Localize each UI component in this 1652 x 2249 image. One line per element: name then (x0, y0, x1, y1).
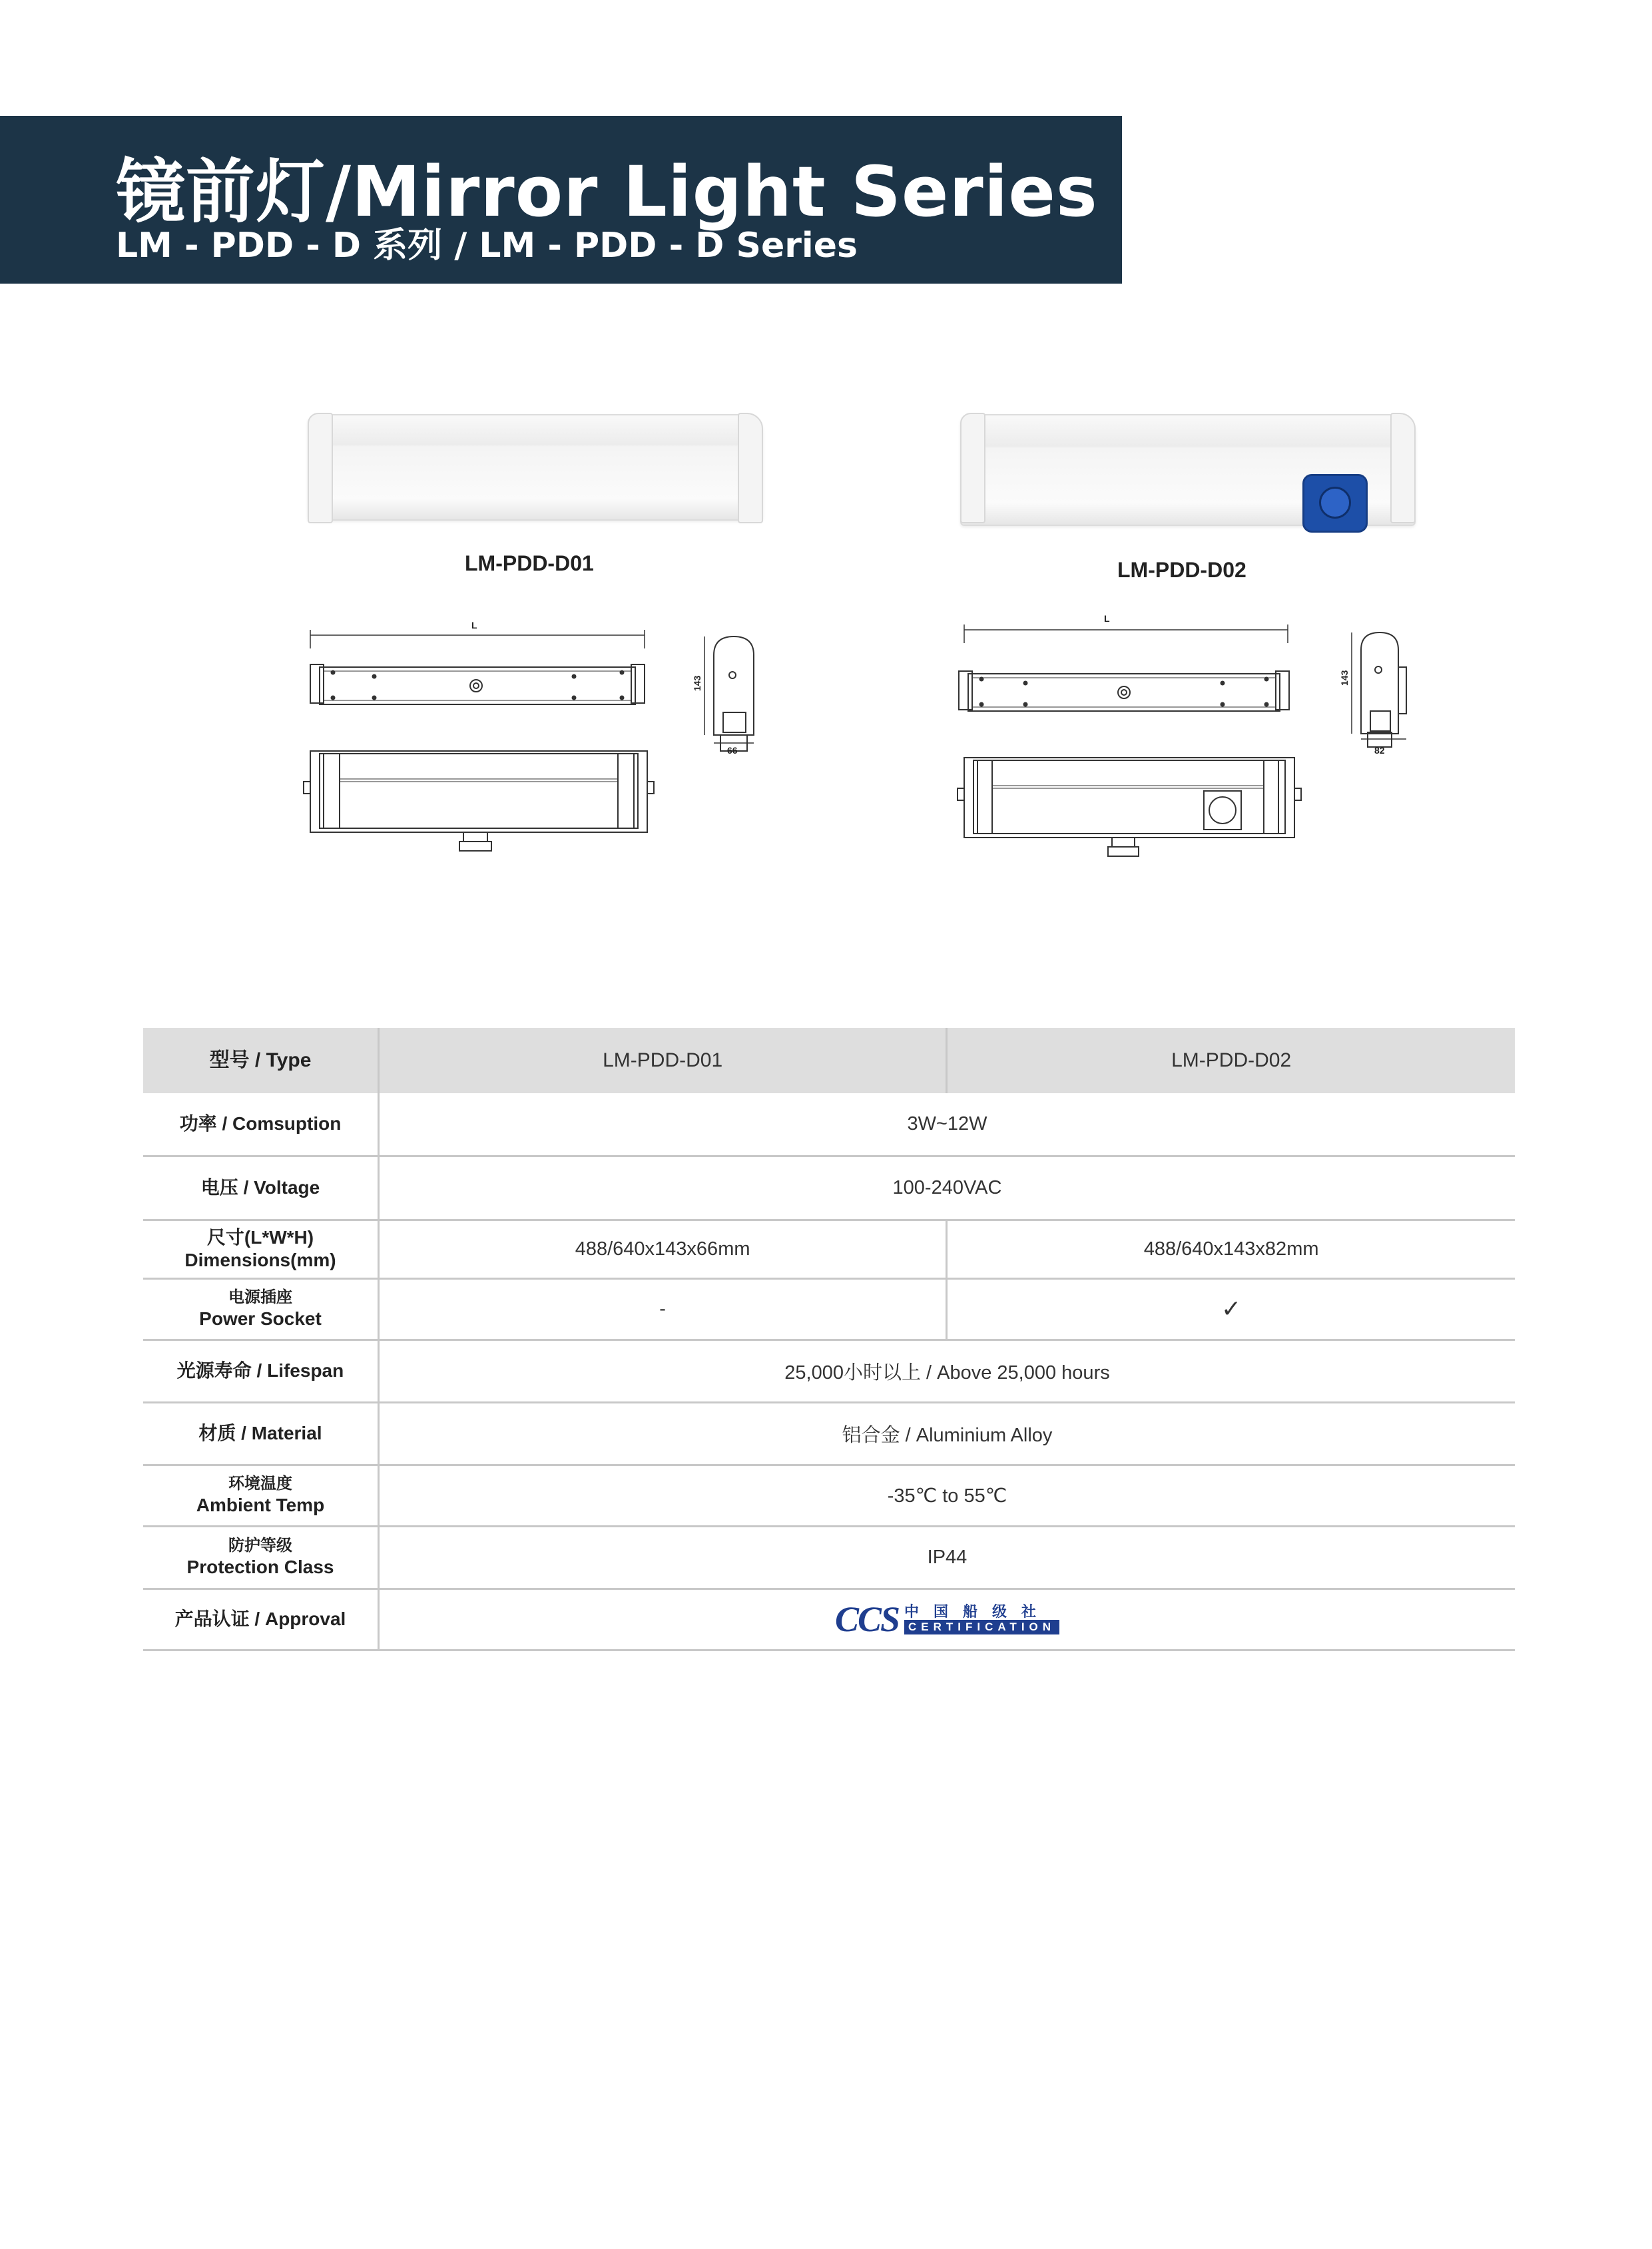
dimension-depth: 82 (1374, 745, 1385, 756)
product-model-label: LM-PDD-D01 (465, 551, 594, 575)
table-row (143, 1340, 1515, 1402)
column-header-d02: LM-PDD-D02 (947, 1028, 1515, 1093)
end-cap-right (1390, 413, 1416, 523)
row-label: 电压 / Voltage (143, 1156, 379, 1220)
dimension-length: L (471, 620, 477, 630)
row-label-cn: 环境温度 (228, 1474, 292, 1493)
row-label (143, 1526, 379, 1589)
end-cap-left (960, 413, 985, 523)
row-label (143, 1278, 379, 1340)
row-value: IP44 (379, 1526, 1515, 1589)
table-header-row (143, 1028, 1515, 1093)
table-row (143, 1093, 1515, 1156)
product-model-label: LM-PDD-D02 (1117, 558, 1246, 582)
row-value-d01: - (379, 1278, 947, 1340)
end-cap-left (308, 413, 333, 523)
row-value: 25,000小时以上 / Above 25,000 hours (379, 1340, 1515, 1402)
ccs-logo-mark: CCS (834, 1599, 900, 1639)
row-label: 光源寿命 / Lifespan (143, 1340, 379, 1402)
row-label (143, 1465, 379, 1526)
row-value: -35℃ to 55℃ (379, 1465, 1515, 1526)
row-value-d01: 488/640x143x66mm (379, 1220, 947, 1278)
row-value: 3W~12W (379, 1093, 1515, 1156)
row-label: 材质 / Material (143, 1402, 379, 1465)
row-label-cn: 电源插座 (228, 1288, 292, 1306)
table-row (143, 1465, 1515, 1526)
table-row (143, 1220, 1515, 1278)
checkmark-icon: ✓ (947, 1278, 1515, 1340)
row-label: 型号 / Type (143, 1028, 379, 1093)
end-cap-right (738, 413, 763, 523)
row-label-en: Dimensions(mm) (184, 1250, 336, 1270)
header-banner (0, 116, 1122, 284)
row-label-en: Power Socket (199, 1308, 322, 1329)
spec-table (143, 1028, 1515, 1651)
table-row (143, 1402, 1515, 1465)
row-label (143, 1220, 379, 1278)
table-row (143, 1589, 1515, 1650)
dimension-length: L (1104, 613, 1110, 624)
ccs-logo-en: CERTIFICATION (904, 1620, 1059, 1634)
row-value-d02: 488/640x143x82mm (947, 1220, 1515, 1278)
row-label-cn: 防护等级 (228, 1536, 292, 1555)
dimension-height: 143 (1339, 670, 1350, 686)
technical-drawing-d01 (300, 613, 806, 852)
row-label: 功率 / Comsuption (143, 1093, 379, 1156)
ccs-logo-cn: 中国船级社 (904, 1603, 1051, 1620)
technical-drawing-d02 (954, 606, 1460, 859)
dimension-height: 143 (692, 675, 702, 691)
product-photo-d01 (308, 414, 763, 521)
row-label-cn: 尺寸(L*W*H) (206, 1227, 314, 1248)
product-photo-d02 (960, 414, 1416, 526)
row-label-en: Protection Class (186, 1556, 334, 1577)
row-value: 铝合金 / Aluminium Alloy (379, 1402, 1515, 1465)
approval-cell (379, 1589, 1515, 1650)
column-header-d01: LM-PDD-D01 (379, 1028, 947, 1093)
table-row (143, 1526, 1515, 1589)
table-row (143, 1156, 1515, 1220)
dimension-depth: 66 (727, 745, 738, 756)
ccs-logo (835, 1599, 1059, 1640)
page-title: 镜前灯/Mirror Light Series (116, 151, 1098, 232)
page-subtitle: LM - PDD - D 系列 / LM - PDD - D Series (116, 226, 858, 266)
row-value: 100-240VAC (379, 1156, 1515, 1220)
row-label-en: Ambient Temp (196, 1494, 325, 1515)
row-label: 产品认证 / Approval (143, 1589, 379, 1650)
power-socket (1302, 474, 1368, 533)
table-row (143, 1278, 1515, 1340)
